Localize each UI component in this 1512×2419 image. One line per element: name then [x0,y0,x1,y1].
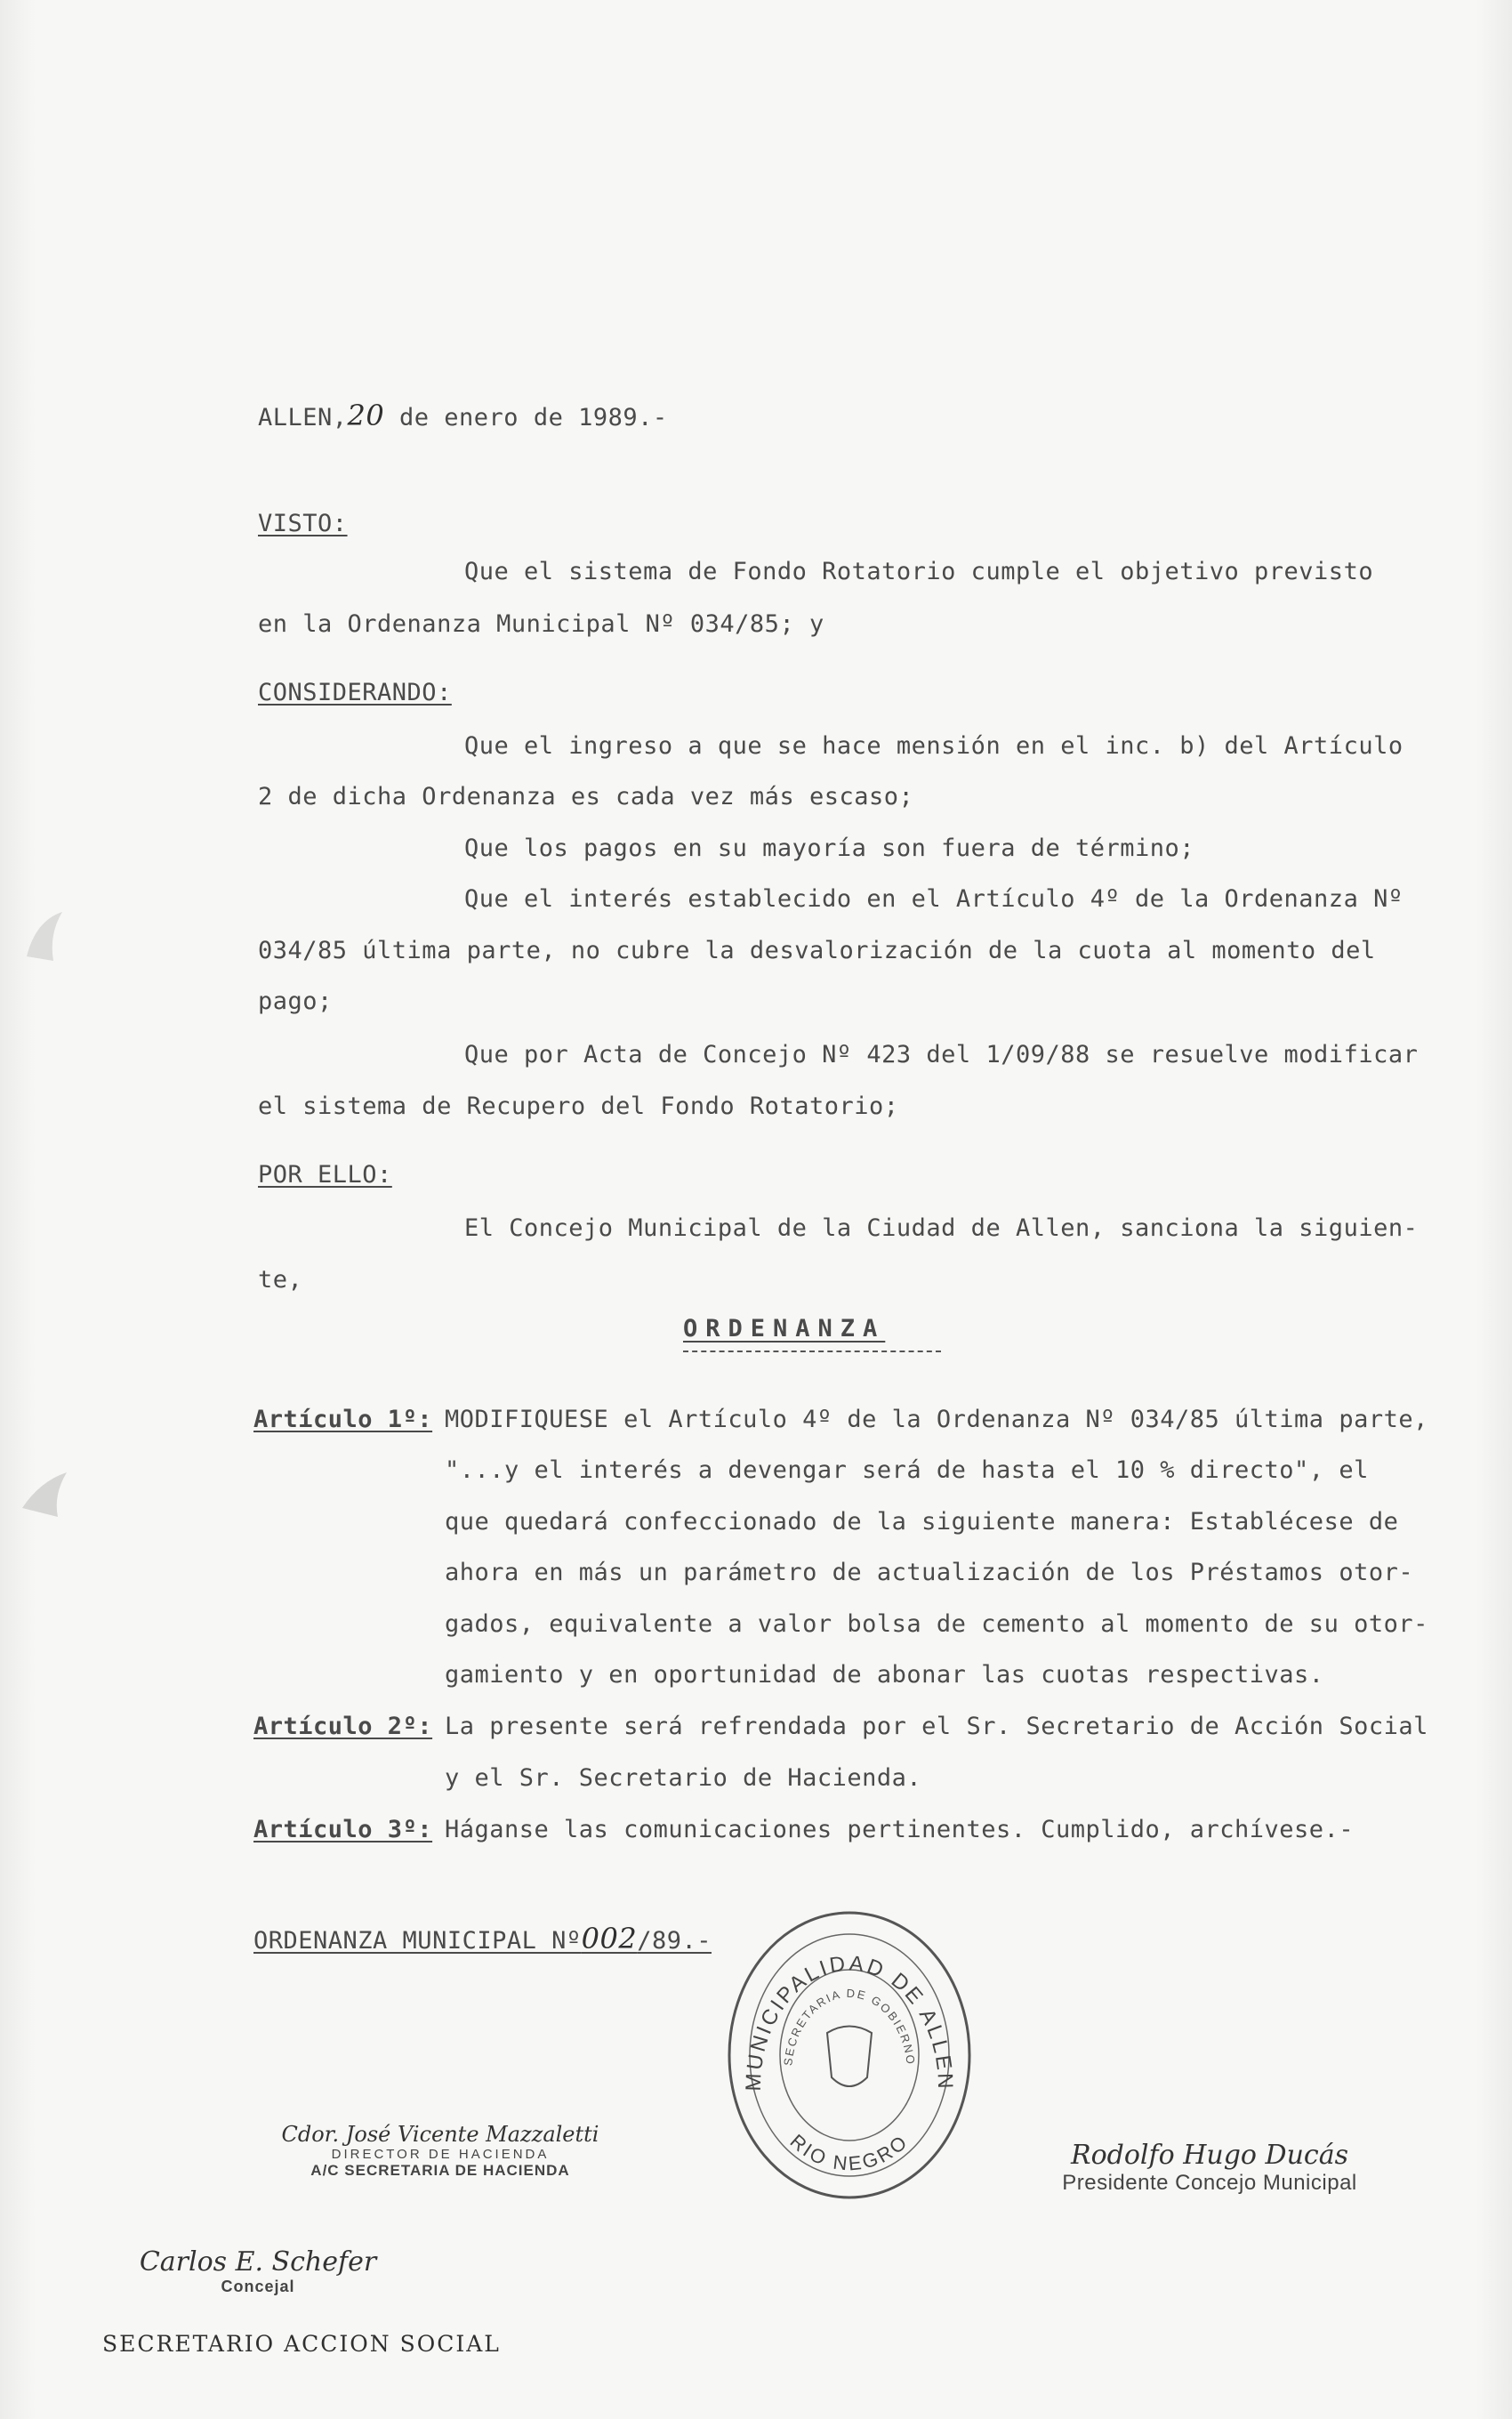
article-1-line: ahora en más un parámetro de actualización de los Préstamos otor- [445,1559,1414,1586]
article-1-line: gamiento y en oportunidad de abonar las cuotas respectivas. [445,1661,1324,1689]
considerando-line: pago; [258,988,333,1015]
considerando-line: Que por Acta de Concejo Nº 423 del 1/09/88 se resuelve modificar [464,1041,1419,1068]
signature-concejal-role: Concejal [221,2278,295,2295]
visto-heading: VISTO: [258,510,348,537]
signature-presidente-role: Presidente Concejo Municipal [1062,2171,1357,2195]
seal-bottom-text: RIO NEGRO [785,2129,913,2175]
considerando-line: Que el interés establecido en el Artículo 4º de la Ordenanza Nº [464,885,1403,913]
signature-hacienda-name: Cdor. José Vicente Mazzaletti [281,2122,599,2147]
article-1-line: gados, equivalente a valor bolsa de cemento al momento de su otor- [445,1610,1428,1638]
article-3-label: Artículo 3º: [253,1816,433,1843]
considerando-heading: CONSIDERANDO: [258,679,452,706]
shield-icon [827,2027,872,2087]
svg-text:MUNICIPALIDAD DE ALLEN [742,1952,957,2092]
date-suffix: de enero de 1989.- [384,404,668,431]
ordenanza-number-handwritten: 002 [581,1922,638,1955]
article-1-label: Artículo 1º: [253,1406,433,1433]
article-2-label: Artículo 2º: [253,1713,433,1740]
date-day-handwritten: 20 [347,399,385,432]
punch-hole-mark [18,1459,71,1521]
signature-concejal [133,2246,382,2296]
article-1-line: MODIFIQUESE el Artículo 4º de la Ordenanza Nº 034/85 última parte, [445,1406,1428,1433]
date-prefix: ALLEN, [258,404,348,431]
ordenanza-number-prefix: ORDENANZA MUNICIPAL Nº [253,1927,582,1955]
signature-hacienda [253,2122,627,2180]
article-3-line: Háganse las comunicaciones pertinentes. Cumplido, archívese.- [445,1816,1355,1843]
article-1-line: que quedará confeccionado de la siguiente manera: Establécese de [445,1508,1399,1536]
punch-hole-mark [18,903,71,965]
considerando-line: el sistema de Recupero del Fondo Rotatorio; [258,1093,899,1120]
svg-text:RIO NEGRO [786,2130,913,2175]
visto-line: Que el sistema de Fondo Rotatorio cumple el objetivo previsto [464,558,1374,585]
seal-inner-text: SECRETARIA DE GOBIERNO [781,1986,918,2067]
considerando-line: Que el ingreso a que se hace mensión en el inc. b) del Artículo [464,732,1403,760]
visto-line: en la Ordenanza Municipal Nº 034/85; y [258,610,824,638]
signature-presidente-name: Rodolfo Hugo Ducás [1071,2140,1348,2171]
por-ello-line: te, [258,1266,303,1294]
article-2-line: La presente será refrendada por el Sr. Secretario de Acción Social [445,1713,1428,1740]
signature-presidente [1014,2140,1405,2196]
concejal-handwritten-title: SECRETARIO ACCION SOCIAL [102,2331,501,2357]
ordenanza-number [253,1922,712,1955]
considerando-line: 034/85 última parte, no cubre la desvalorización de la cuota al momento del [258,937,1376,964]
considerando-line: Que los pagos en su mayoría son fuera de término; [464,835,1195,862]
considerando-line: 2 de dicha Ordenanza es cada vez más escaso; [258,783,914,810]
signature-hacienda-role-2: A/C SECRETARIA DE HACIENDA [310,2162,570,2179]
ordenanza-number-suffix: /89.- [637,1927,712,1955]
seal-outer-text: MUNICIPALIDAD DE ALLEN [741,1951,958,2092]
ordenanza-title: ORDENANZA [683,1315,886,1343]
date-line [258,399,668,432]
municipal-seal [725,1908,974,2202]
article-1-line: "...y el interés a devengar será de hasta el 10 % directo", el [445,1456,1369,1484]
title-double-rule [683,1351,941,1355]
por-ello-line: El Concejo Municipal de la Ciudad de Allen, sanciona la siguien- [464,1214,1419,1242]
article-2-line: y el Sr. Secretario de Hacienda. [445,1764,922,1792]
signature-concejal-name: Carlos E. Schefer [139,2246,377,2278]
signature-hacienda-role-1: DIRECTOR DE HACIENDA [331,2147,550,2162]
por-ello-heading: POR ELLO: [258,1161,392,1189]
